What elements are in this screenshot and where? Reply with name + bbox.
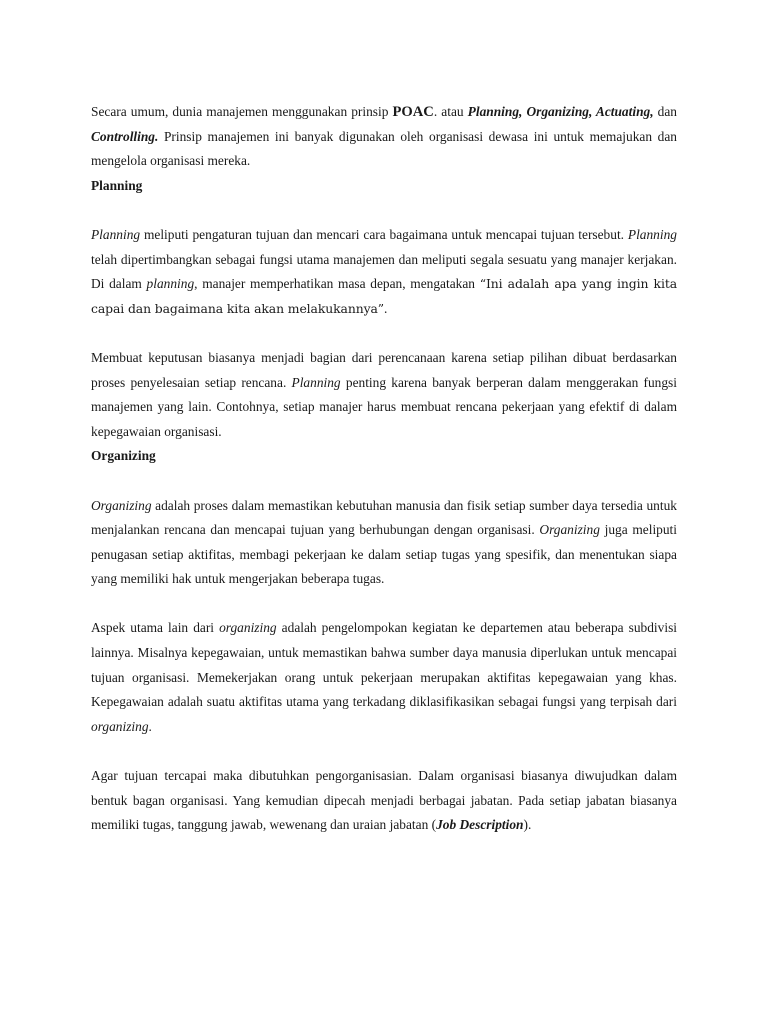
intro-paragraph [91, 100, 677, 174]
intro-text: dan [653, 104, 677, 119]
paragraph-text: Aspek utama lain dari [91, 620, 220, 636]
paragraph-text: Membuat keputusan biasanya menjadi bagian dari perencanaan karena setiap pilihan dibuat berdasarkan proses penyelesaian setiap rencana. [91, 349, 677, 390]
italic-term: organizing [91, 718, 149, 734]
planning-paragraph-1 [91, 223, 677, 321]
planning-heading: Planning [91, 177, 143, 193]
paragraph-text: penting karena banyak berperan dalam menggerakan fungsi manajemen yang lain. Contohnya, setiap manajer harus membuat rencana pekerjaan yang efektif di dalam kepegawaian organisasi. [91, 374, 677, 439]
paragraph-text: ). [523, 817, 532, 833]
intro-text: Secara umum, dunia manajemen menggunakan prinsip [91, 104, 393, 119]
organizing-heading: Organizing [91, 448, 156, 464]
paragraph-text: meliputi pengaturan tujuan dan mencari cara bagaimana untuk mencapai tujuan tersebut. [140, 226, 628, 242]
italic-term: organizing [219, 620, 277, 636]
paragraph-text: adalah pengelompokan kegiatan ke departemen atau beberapa subdivisi lainnya. Misalnya kepegawaian, untuk memastikan bahwa sumber daya manusia diperlukan untuk mencapai tujuan organisasi. Memekerjakan orang untuk pekerjaan merupakan aktifitas kepegawaian yang khas. Kepegawaian adalah suatu aktifitas utama yang terkadang diklasifikasikan sebagai fungsi yang terpisah dari [91, 620, 677, 710]
italic-term: Planning [627, 226, 677, 242]
paragraph-text: telah dipertimbangkan sebagai fungsi utama manajemen dan meliputi segala sesuatu yang manajer kerjakan. Di dalam [91, 251, 677, 292]
paragraph-text: . [148, 718, 152, 734]
document-body [91, 100, 677, 838]
poac-term: POAC [392, 104, 434, 120]
italic-term: Planning [91, 226, 141, 242]
poac-functions: Planning, Organizing, Actuating, [467, 104, 654, 119]
italic-term: Planning [291, 374, 341, 390]
organizing-paragraph-3 [91, 764, 677, 838]
italic-term: Organizing [91, 497, 152, 513]
paragraph-text: adalah proses dalam memastikan kebutuhan manusia dan fisik setiap sumber daya tersedia untuk menjalankan rencana dan mencapai tujuan yang berhubungan dengan organisasi. [91, 497, 677, 538]
italic-term: planning [146, 276, 195, 292]
intro-text: . atau [433, 104, 468, 119]
paragraph-text: Agar tujuan tercapai maka dibutuhkan pengorganisasian. Dalam organisasi biasanya diwujudkan dalam bentuk bagan organisasi. Yang kemudian dipecah menjadi berbagai jabatan. Pada setiap jabatan biasanya memiliki tugas, tanggung jawab, wewenang dan uraian jabatan ( [91, 768, 677, 833]
italic-term: Organizing [539, 522, 600, 538]
planning-paragraph-2 [91, 346, 677, 444]
organizing-paragraph-1 [91, 494, 677, 592]
paragraph-text: . [384, 300, 388, 316]
paragraph-text: , manajer memperhatikan masa depan, mengatakan [194, 276, 480, 292]
intro-text: Prinsip manajemen ini banyak digunakan oleh organisasi dewasa ini untuk memajukan dan mengelola organisasi mereka. [91, 128, 677, 169]
paragraph-text: juga meliputi penugasan setiap aktifitas, membagi pekerjaan ke dalam setiap tugas yang spesifik, dan menentukan siapa yang memiliki hak untuk mengerjakan beberapa tugas. [91, 522, 677, 587]
job-description-term: Job Description [436, 817, 524, 833]
planning-quote: “Ini adalah apa yang ingin kita capai dan bagaimana kita akan melakukannya” [91, 276, 677, 316]
organizing-paragraph-2 [91, 616, 677, 739]
controlling-term: Controlling. [91, 128, 159, 144]
